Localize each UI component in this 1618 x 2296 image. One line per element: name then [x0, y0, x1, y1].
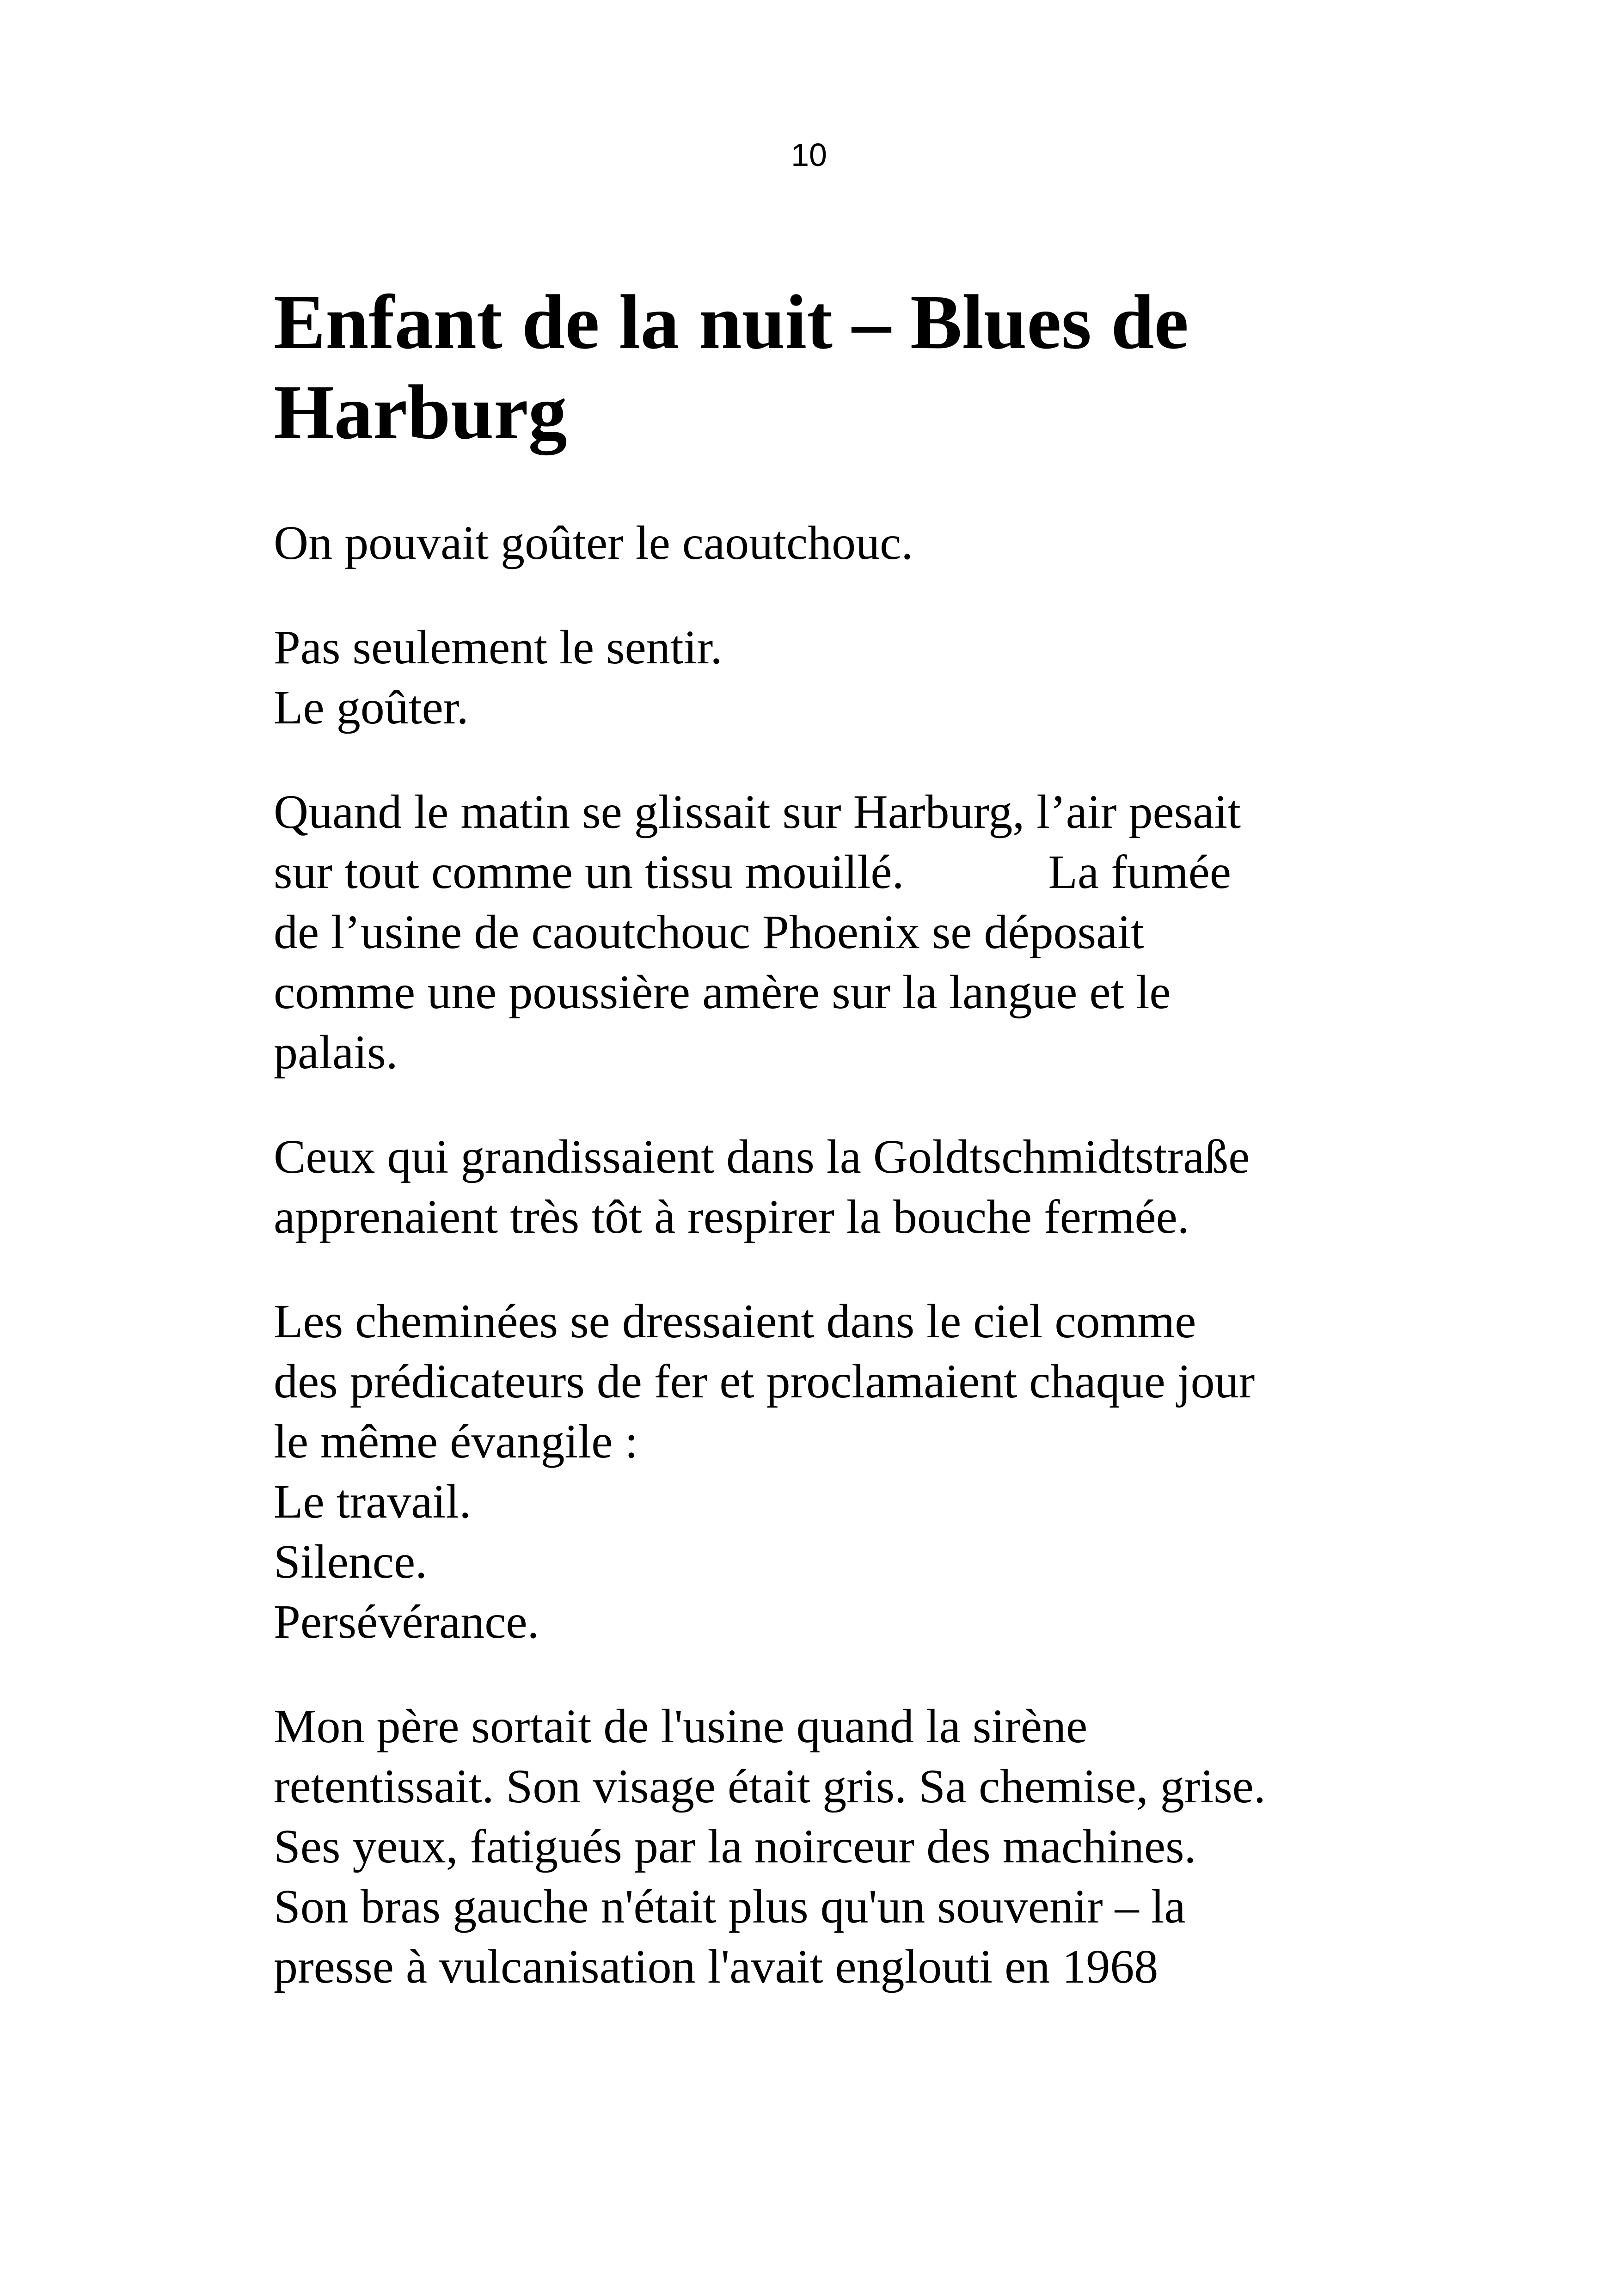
text-line: Son bras gauche n'était plus qu'un souvenir – la	[274, 1880, 1186, 1933]
text-line: Le goûter.	[274, 681, 469, 734]
paragraph	[274, 1292, 1397, 1652]
page-number: 10	[791, 137, 827, 173]
paragraph	[274, 513, 1397, 573]
text-line: On pouvait goûter le caoutchouc.	[274, 516, 913, 569]
paragraph	[274, 1127, 1397, 1247]
text-line: Quand le matin se glissait sur Harburg, l’air pesait	[274, 785, 1241, 839]
text-line: presse à vulcanisation l'avait englouti en 1968	[274, 1940, 1158, 1993]
text-line: apprenaient très tôt à respirer la bouche fermée.	[274, 1190, 1189, 1243]
page-content	[274, 277, 1397, 1997]
text-line: Pas seulement le sentir.	[274, 621, 723, 674]
text-line: sur tout comme un tissu mouillé. La fumée	[274, 845, 1232, 899]
text-line: Le travail.	[274, 1475, 472, 1528]
text-line: palais.	[274, 1026, 398, 1079]
text-line: Silence.	[274, 1535, 428, 1588]
paragraph	[274, 1696, 1397, 1997]
text-line: retentissait. Son visage était gris. Sa chemise, grise.	[274, 1760, 1266, 1813]
chapter-title	[274, 277, 1397, 458]
text-line: Ceux qui grandissaient dans la Goldtschmidtstraße	[274, 1130, 1250, 1183]
text-line: Ses yeux, fatigués par la noirceur des machines.	[274, 1820, 1196, 1873]
text-line: le même évangile :	[274, 1415, 638, 1468]
paragraph	[274, 782, 1397, 1083]
chapter-title-line: Enfant de la nuit – Blues de	[274, 279, 1189, 365]
chapter-title-line: Harburg	[274, 369, 567, 455]
paragraph	[274, 618, 1397, 738]
text-line: Mon père sortait de l'usine quand la sirène	[274, 1700, 1088, 1753]
text-line: des prédicateurs de fer et proclamaient chaque jour	[274, 1355, 1255, 1408]
text-line: Persévérance.	[274, 1595, 539, 1648]
text-line: de l’usine de caoutchouc Phoenix se déposait	[274, 906, 1145, 959]
body-text	[274, 513, 1397, 1997]
text-line: Les cheminées se dressaient dans le ciel comme	[274, 1295, 1196, 1348]
text-line: comme une poussière amère sur la langue et le	[274, 966, 1171, 1019]
